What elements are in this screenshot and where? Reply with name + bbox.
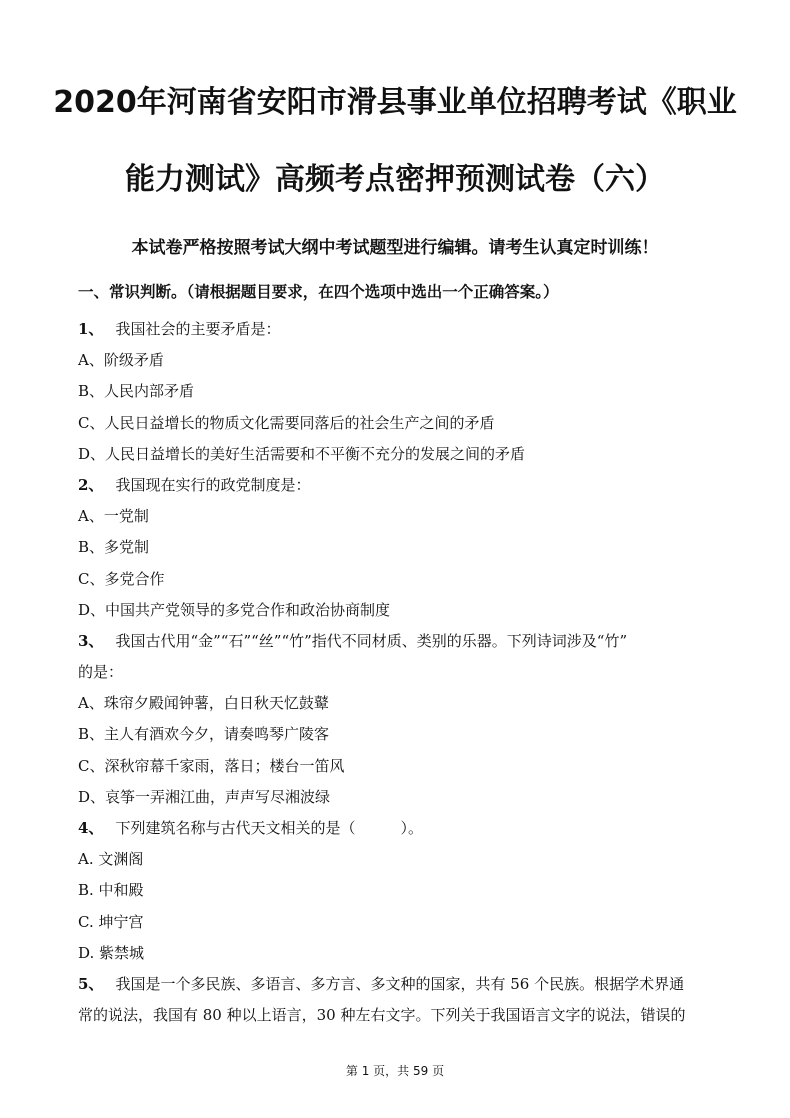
question-2-stem xyxy=(78,470,718,501)
question-number: 5、 xyxy=(78,974,104,993)
document-title-line-1: 2020年河南省安阳市滑县事业单位招聘考试《职业 xyxy=(53,85,737,120)
question-3-option-a: A、珠帘夕殿闻钟薯，白日秋天忆鼓鼙 xyxy=(78,694,329,713)
question-2-option-c: C、多党合作 xyxy=(78,569,165,588)
question-text: 我国现在实行的政党制度是： xyxy=(115,475,311,494)
question-3-stem-continued: 的是： xyxy=(78,663,124,682)
question-list xyxy=(78,314,718,1031)
exam-instruction: 本试卷严格按照考试大纲中考试题型进行编辑。请考生认真定时训练！ xyxy=(131,238,659,258)
question-3-option-d: D、哀筝一弄湘江曲，声声写尽湘波绿 xyxy=(78,787,331,806)
question-text: 下列建筑名称与古代天文相关的是（ ）。 xyxy=(115,819,423,837)
section-heading: 一、常识判断。（请根据题目要求，在四个选项中选出一个正确答案。） xyxy=(78,283,559,301)
question-1-stem xyxy=(78,314,718,345)
question-1-option-c: C、人民日益增长的物质文化需要同落后的社会生产之间的矛盾 xyxy=(78,413,495,432)
question-1-option-b: B、人民内部矛盾 xyxy=(78,382,195,401)
question-number: 1、 xyxy=(78,320,104,338)
question-number: 3、 xyxy=(78,631,104,650)
question-3-option-b: B、主人有酒欢今夕，请奏鸣琴广陵客 xyxy=(78,725,330,744)
question-1-option-a: A、阶级矛盾 xyxy=(78,351,164,370)
question-number: 4、 xyxy=(78,819,104,837)
question-text: 我国古代用“金”“石”“丝”“竹”指代不同材质、类别的乐器。下列诗词涉及“竹” xyxy=(115,631,628,650)
question-4-stem xyxy=(78,813,718,844)
question-5-stem xyxy=(78,969,718,1000)
question-2-option-b: B、多党制 xyxy=(78,538,150,557)
question-4-option-d: D. 紫禁城 xyxy=(78,943,145,962)
question-text: 我国是一个多民族、多语言、多方言、多文种的国家，共有 56 个民族。根据学术界通 xyxy=(115,974,685,993)
question-3-option-c: C、深秋帘幕千家雨，落日；楼台一笛风 xyxy=(78,756,345,775)
question-3-stem xyxy=(78,626,718,657)
question-5-stem-continued: 常的说法，我国有 80 种以上语言，30 种左右文字。下列关于我国语言文字的说法，错误的 xyxy=(78,1006,686,1025)
question-text: 我国社会的主要矛盾是： xyxy=(115,320,281,338)
question-1-option-d: D、人民日益增长的美好生活需要和不平衡不充分的发展之间的矛盾 xyxy=(78,444,526,463)
question-4-option-b: B. 中和殿 xyxy=(78,881,144,900)
question-2-option-d: D、中国共产党领导的多党合作和政治协商制度 xyxy=(78,600,391,619)
question-2-option-a: A、一党制 xyxy=(78,507,149,526)
question-4-option-c: C. 坤宁宫 xyxy=(78,912,144,931)
page-footer: 第 1 页，共 59 页 xyxy=(345,1064,445,1078)
question-4-option-a: A. 文渊阁 xyxy=(78,850,144,869)
document-title-line-2: 能力测试》高频考点密押预测试卷（六） xyxy=(125,162,665,197)
question-number: 2、 xyxy=(78,475,104,494)
